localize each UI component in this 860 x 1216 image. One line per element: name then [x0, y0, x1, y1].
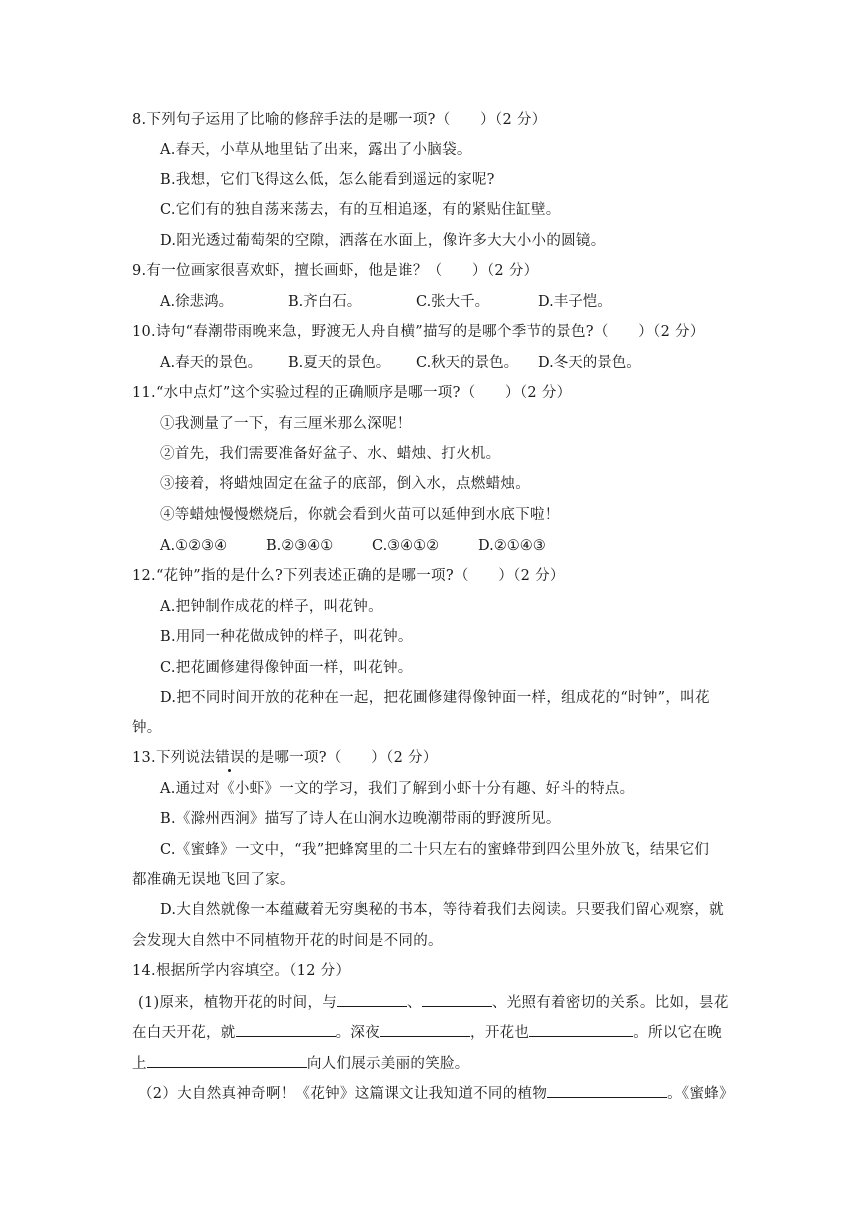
answer-blank-6[interactable]: [147, 1053, 307, 1068]
fill-text: （2）大自然真神奇啊！《花钟》这篇课文让我知道不同的植物: [138, 1086, 548, 1102]
question-12-option-d-line-2: 钟。: [132, 720, 162, 736]
question-13-stem-prefix: 13.下列说法: [132, 750, 216, 766]
answer-blank-5[interactable]: [529, 1022, 633, 1037]
question-13-option-b: B.《滁州西涧》描写了诗人在山涧水边晚潮带雨的野渡所见。: [160, 811, 561, 827]
question-13-stem: [132, 748, 438, 768]
question-11-step-1: ①我测量了一下，有三厘米那么深呢！: [160, 416, 412, 432]
fill-text: 在白天开花，就: [132, 1025, 236, 1041]
question-13-stem-emphasis: 错误: [215, 750, 245, 766]
question-8-option-a: A.春天，小草从地里钻了出来，露出了小脑袋。: [160, 142, 472, 158]
question-10-option-c: C.秋天的景色。: [416, 355, 519, 371]
fill-text: 。深夜: [335, 1025, 381, 1041]
fill-text: 。《蜜蜂》: [667, 1086, 734, 1102]
question-14-part-2-line-1: [138, 1083, 734, 1104]
answer-blank-7[interactable]: [547, 1083, 667, 1098]
question-8-option-b: B.我想，它们飞得这么低，怎么能看到遥远的家呢?: [160, 172, 495, 188]
question-9-option-d: D.丰子恺。: [538, 294, 612, 310]
answer-blank-1[interactable]: [337, 992, 407, 1007]
question-14-part-1-line-3: [132, 1053, 470, 1074]
fill-text: 。所以它在晚: [633, 1025, 723, 1041]
fill-text: 、光照有着密切的关系。比如，昙花: [491, 995, 729, 1011]
question-10-option-a: A.春天的景色。: [160, 355, 263, 371]
answer-blank-3[interactable]: [236, 1022, 336, 1037]
question-11-stem: 11.“水中点灯”这个实验过程的正确顺序是哪一项?（ ）（2 分）: [132, 385, 572, 401]
question-11-step-4: ④等蜡烛慢慢燃烧后，你就会看到火苗可以延伸到水底下啦！: [160, 507, 560, 523]
answer-blank-2[interactable]: [422, 992, 492, 1007]
fill-text: (1)原来，植物开花的时间，与: [138, 995, 338, 1011]
question-13-option-d-line-1: D.大自然就像一本蕴藏着无穷奥秘的书本，等待着我们去阅读。只要我们留心观察，就: [160, 902, 724, 918]
fill-text: 上: [132, 1056, 147, 1072]
question-12-stem: 12.“花钟”指的是什么?下列表述正确的是哪一项?（ ）（2 分）: [132, 568, 565, 584]
fill-text: 向人们展示美丽的笑脸。: [306, 1056, 470, 1072]
question-12-option-a: A.把钟制作成花的样子，叫花钟。: [160, 599, 383, 615]
answer-blank-4[interactable]: [380, 1022, 470, 1037]
question-11-step-3: ③接着，将蜡烛固定在盆子的底部，倒入水，点燃蜡烛。: [160, 476, 530, 492]
question-13-option-a: A.通过对《小虾》一文的学习，我们了解到小虾十分有趣、好斗的特点。: [160, 781, 635, 797]
question-10-option-d: D.冬天的景色。: [538, 355, 641, 371]
question-12-option-b: B.用同一种花做成钟的样子，叫花钟。: [160, 629, 413, 645]
question-14-stem: 14.根据所学内容填空。（12 分）: [132, 963, 351, 979]
question-11-option-a: A.①②③④: [160, 538, 228, 554]
question-8-stem: 8.下列句子运用了比喻的修辞手法的是哪一项?（ ）（2 分）: [132, 112, 547, 128]
question-9-option-b: B.齐白石。: [288, 294, 362, 310]
question-9-option-a: A.徐悲鸿。: [160, 294, 234, 310]
question-12-option-c: C.把花圃修建得像钟面一样，叫花钟。: [160, 660, 413, 676]
question-12-option-d-line-1: D.把不同时间开放的花种在一起，把花圃修建得像钟面一样，组成花的“时钟”，叫花: [160, 690, 710, 706]
question-14-part-1-line-1: [138, 992, 729, 1013]
question-8-option-d: D.阳光透过葡萄架的空隙，洒落在水面上，像许多大大小小的圆镜。: [160, 233, 606, 249]
question-11-option-c: C.③④①②: [372, 538, 440, 554]
question-10-stem: 10.诗句“春潮带雨晚来急，野渡无人舟自横”描写的是哪个季节的景色?（ ）（2 分）: [132, 324, 705, 340]
question-13-option-c-line-2: 都准确无误地飞回了家。: [132, 872, 295, 888]
question-13-option-c-line-1: C.《蜜蜂》一文中，“我”把蜂窝里的二十只左右的蜜蜂带到四公里外放飞，结果它们: [160, 842, 710, 858]
question-11-option-d: D.②①④③: [478, 538, 546, 554]
question-9-stem: 9.有一位画家很喜欢虾，擅长画虾，他是谁？（ ）（2 分）: [132, 263, 539, 279]
question-11-step-2: ②首先，我们需要准备好盆子、水、蜡烛、打火机。: [160, 446, 501, 462]
question-13-stem-suffix: 的是哪一项?（ ）（2 分）: [244, 750, 438, 766]
question-9-option-c: C.张大千。: [416, 294, 490, 310]
fill-text: 、: [407, 995, 422, 1011]
question-14-part-1-line-2: [132, 1022, 722, 1043]
question-13-option-d-line-2: 会发现大自然中不同植物开花的时间是不同的。: [132, 933, 443, 949]
fill-text: ，开花也: [470, 1025, 530, 1041]
question-11-option-b: B.②③④①: [266, 538, 334, 554]
question-8-option-c: C.它们有的独自荡来荡去，有的互相追逐，有的紧贴住缸壁。: [160, 202, 561, 218]
question-10-option-b: B.夏天的景色。: [288, 355, 391, 371]
